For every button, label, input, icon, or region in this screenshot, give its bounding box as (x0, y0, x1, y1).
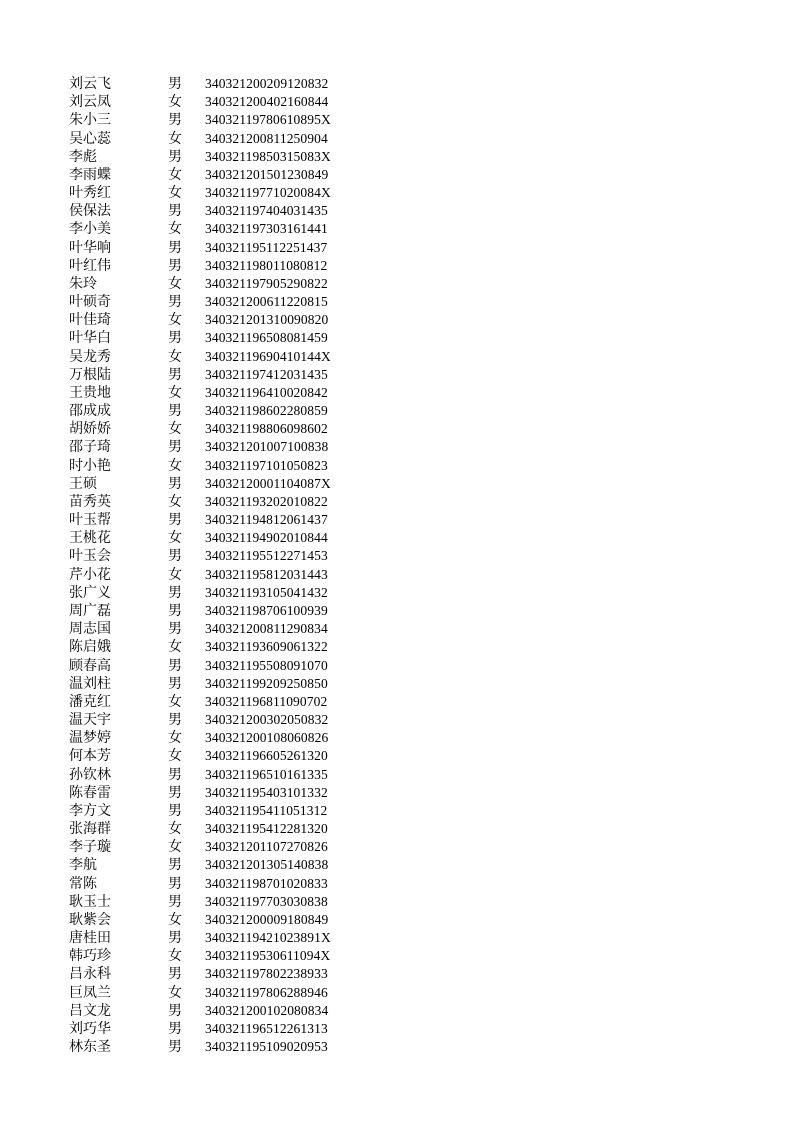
id-number: 340321196512261313 (205, 1020, 328, 1036)
person-name: 孙钦林 (69, 766, 111, 783)
person-name: 王桃花 (69, 530, 111, 547)
table-row (69, 711, 369, 729)
id-number: 34032119421023891X (205, 930, 331, 946)
person-name: 刘巧华 (69, 1020, 111, 1037)
table-row (69, 475, 369, 493)
person-name: 李方文 (69, 802, 111, 819)
person-name: 顾春高 (69, 657, 111, 674)
person-name: 叶秀红 (69, 185, 111, 202)
table-row (69, 657, 369, 675)
person-gender: 男 (168, 602, 182, 619)
table-row (69, 1002, 369, 1020)
person-gender: 女 (168, 421, 182, 438)
person-name: 陈启娥 (69, 639, 111, 656)
person-gender: 女 (168, 730, 182, 747)
id-number: 340321195412281320 (205, 821, 328, 837)
person-name: 常陈 (69, 875, 97, 892)
person-name: 叶佳琦 (69, 312, 111, 329)
id-number: 340321197303161441 (205, 221, 328, 237)
person-name: 邵成成 (69, 403, 111, 420)
table-row (69, 638, 369, 656)
person-name: 李彪 (69, 148, 97, 165)
id-number: 340321198706100939 (205, 602, 328, 618)
person-gender: 男 (168, 548, 182, 565)
table-row (69, 202, 369, 220)
table-row (69, 293, 369, 311)
table-row (69, 111, 369, 129)
id-number: 340321196811090702 (205, 693, 328, 709)
person-gender: 男 (168, 893, 182, 910)
table-row (69, 529, 369, 547)
table-row (69, 511, 369, 529)
id-number: 340321201501230849 (205, 166, 329, 182)
id-number: 340321199209250850 (205, 675, 328, 691)
person-name: 林东圣 (69, 1039, 111, 1056)
table-row (69, 166, 369, 184)
person-gender: 女 (168, 348, 182, 365)
id-number: 340321193609061322 (205, 639, 328, 655)
person-name: 何本芳 (69, 748, 111, 765)
table-row (69, 911, 369, 929)
person-name: 巨凤兰 (69, 984, 111, 1001)
table-row (69, 75, 369, 93)
person-gender: 女 (168, 839, 182, 856)
id-number: 340321195109020953 (205, 1039, 328, 1055)
person-gender: 男 (168, 76, 182, 92)
person-name: 王硕 (69, 475, 97, 492)
person-gender: 女 (168, 748, 182, 765)
person-name: 刘云凤 (69, 94, 111, 111)
person-name: 周广磊 (69, 602, 111, 619)
person-name: 陈春雷 (69, 784, 111, 801)
person-gender: 女 (168, 166, 182, 183)
table-row (69, 184, 369, 202)
table-row (69, 93, 369, 111)
person-name: 时小艳 (69, 457, 111, 474)
id-number: 340321197806288946 (205, 984, 328, 1000)
person-gender: 男 (168, 203, 182, 220)
id-number: 340321200611220815 (205, 294, 328, 310)
person-name: 温刘柱 (69, 675, 111, 692)
person-gender: 男 (168, 475, 182, 492)
person-name: 吕文龙 (69, 1002, 111, 1019)
table-row (69, 420, 369, 438)
table-row (69, 584, 369, 602)
id-number: 340321201310090820 (205, 312, 329, 328)
person-name: 李子璇 (69, 839, 111, 856)
person-name: 刘云飞 (69, 76, 111, 92)
person-name: 叶华响 (69, 239, 111, 256)
person-gender: 男 (168, 657, 182, 674)
person-gender: 女 (168, 130, 182, 147)
person-name: 张广义 (69, 584, 111, 601)
id-number: 34032119690410144X (205, 348, 331, 364)
person-gender: 女 (168, 984, 182, 1001)
person-name: 叶红伟 (69, 257, 111, 274)
person-gender: 女 (168, 693, 182, 710)
table-row (69, 929, 369, 947)
table-row (69, 875, 369, 893)
person-name: 吴心蕊 (69, 130, 111, 147)
person-name: 王贵地 (69, 384, 111, 401)
roster-table (69, 75, 369, 1056)
id-number: 340321196508081459 (205, 330, 328, 346)
table-row (69, 130, 369, 148)
table-row (69, 784, 369, 802)
person-name: 李小美 (69, 221, 111, 238)
table-row (69, 947, 369, 965)
id-number: 34032119850315083X (205, 148, 331, 164)
table-row (69, 820, 369, 838)
person-gender: 男 (168, 366, 182, 383)
person-gender: 男 (168, 403, 182, 420)
table-row (69, 1020, 369, 1038)
person-gender: 男 (168, 148, 182, 165)
id-number: 340321196605261320 (205, 748, 328, 764)
person-name: 叶硕奇 (69, 294, 111, 311)
id-number: 340321197802238933 (205, 966, 328, 982)
person-gender: 男 (168, 1002, 182, 1019)
id-number: 340321196410020842 (205, 384, 328, 400)
person-name: 叶玉会 (69, 548, 111, 565)
person-gender: 男 (168, 875, 182, 892)
person-name: 耿紫会 (69, 911, 111, 928)
id-number: 340321195403101332 (205, 784, 328, 800)
person-gender: 男 (168, 257, 182, 274)
id-number: 340321195512271453 (205, 548, 328, 564)
table-row (69, 348, 369, 366)
person-gender: 女 (168, 639, 182, 656)
id-number: 340321197101050823 (205, 457, 328, 473)
person-gender: 男 (168, 294, 182, 311)
person-name: 朱小三 (69, 112, 111, 129)
table-row (69, 729, 369, 747)
person-gender: 男 (168, 584, 182, 601)
table-row (69, 620, 369, 638)
person-name: 温梦婷 (69, 730, 111, 747)
table-row (69, 675, 369, 693)
id-number: 340321197905290822 (205, 275, 328, 291)
person-name: 周志国 (69, 621, 111, 638)
person-name: 温天宇 (69, 712, 111, 729)
id-number: 340321194812061437 (205, 512, 328, 528)
person-name: 张海群 (69, 821, 111, 838)
id-number: 340321201107270826 (205, 839, 328, 855)
person-name: 邵子琦 (69, 439, 111, 456)
id-number: 340321198011080812 (205, 257, 328, 273)
table-row (69, 766, 369, 784)
table-row (69, 893, 369, 911)
person-gender: 女 (168, 493, 182, 510)
id-number: 340321198701020833 (205, 875, 328, 891)
table-row (69, 366, 369, 384)
person-name: 芹小花 (69, 566, 111, 583)
id-number: 340321194902010844 (205, 530, 328, 546)
person-gender: 男 (168, 112, 182, 129)
person-gender: 男 (168, 512, 182, 529)
person-name: 叶华白 (69, 330, 111, 347)
id-number: 340321201305140838 (205, 857, 329, 873)
person-gender: 女 (168, 457, 182, 474)
person-gender: 男 (168, 675, 182, 692)
person-gender: 女 (168, 911, 182, 928)
person-gender: 男 (168, 712, 182, 729)
person-gender: 男 (168, 439, 182, 456)
id-number: 340321200811290834 (205, 621, 328, 637)
person-gender: 女 (168, 821, 182, 838)
id-number: 340321200102080834 (205, 1002, 329, 1018)
table-row (69, 856, 369, 874)
table-row (69, 384, 369, 402)
person-gender: 女 (168, 221, 182, 238)
person-gender: 男 (168, 766, 182, 783)
person-gender: 女 (168, 530, 182, 547)
person-gender: 男 (168, 621, 182, 638)
table-row (69, 493, 369, 511)
person-gender: 男 (168, 330, 182, 347)
person-gender: 男 (168, 802, 182, 819)
id-number: 34032119771020084X (205, 185, 331, 201)
person-name: 万根陆 (69, 366, 111, 383)
table-row (69, 566, 369, 584)
id-number: 340321200209120832 (205, 76, 329, 91)
id-number: 340321195411051312 (205, 802, 328, 818)
table-row (69, 311, 369, 329)
id-number: 34032119530611094X (205, 948, 331, 964)
id-number: 340321197703030838 (205, 893, 328, 909)
id-number: 34032119780610895X (205, 112, 331, 128)
table-row (69, 802, 369, 820)
person-gender: 女 (168, 948, 182, 965)
person-gender: 女 (168, 94, 182, 111)
person-gender: 女 (168, 185, 182, 202)
person-name: 吴龙秀 (69, 348, 111, 365)
table-row (69, 1038, 369, 1056)
person-gender: 男 (168, 784, 182, 801)
table-row (69, 329, 369, 347)
id-number: 340321195508091070 (205, 657, 328, 673)
id-number: 340321193105041432 (205, 584, 328, 600)
table-row (69, 547, 369, 565)
id-number: 340321198806098602 (205, 421, 328, 437)
id-number: 340321200108060826 (205, 730, 329, 746)
person-gender: 女 (168, 566, 182, 583)
person-name: 李航 (69, 857, 97, 874)
person-gender: 男 (168, 930, 182, 947)
person-gender: 男 (168, 857, 182, 874)
table-row (69, 148, 369, 166)
table-row (69, 965, 369, 983)
table-row (69, 220, 369, 238)
table-row (69, 438, 369, 456)
table-row (69, 838, 369, 856)
person-name: 韩巧珍 (69, 948, 111, 965)
id-number: 340321201007100838 (205, 439, 329, 455)
person-name: 潘克红 (69, 693, 111, 710)
person-name: 朱玲 (69, 275, 97, 292)
person-name: 吕永科 (69, 966, 111, 983)
person-name: 胡娇娇 (69, 421, 111, 438)
person-name: 叶玉帮 (69, 512, 111, 529)
id-number: 340321197404031435 (205, 203, 328, 219)
table-row (69, 747, 369, 765)
person-gender: 男 (168, 1020, 182, 1037)
person-gender: 女 (168, 312, 182, 329)
person-gender: 男 (168, 966, 182, 983)
id-number: 340321198602280859 (205, 403, 328, 419)
person-gender: 男 (168, 1039, 182, 1056)
id-number: 340321200402160844 (205, 94, 329, 110)
id-number: 340321195112251437 (205, 239, 328, 255)
id-number: 340321196510161335 (205, 766, 328, 782)
table-row (69, 257, 369, 275)
id-number: 340321200811250904 (205, 130, 328, 146)
table-row (69, 275, 369, 293)
person-name: 耿玉士 (69, 893, 111, 910)
id-number: 340321200009180849 (205, 911, 329, 927)
person-name: 唐桂田 (69, 930, 111, 947)
table-row (69, 402, 369, 420)
person-gender: 女 (168, 384, 182, 401)
table-row (69, 984, 369, 1002)
id-number: 340321193202010822 (205, 493, 328, 509)
table-row (69, 693, 369, 711)
person-gender: 女 (168, 275, 182, 292)
id-number: 34032120001104087X (205, 475, 331, 491)
id-number: 340321195812031443 (205, 566, 328, 582)
id-number: 340321200302050832 (205, 712, 329, 728)
table-row (69, 602, 369, 620)
table-row (69, 239, 369, 257)
person-name: 李雨蝶 (69, 166, 111, 183)
person-name: 苗秀英 (69, 493, 111, 510)
id-number: 340321197412031435 (205, 366, 328, 382)
table-row (69, 457, 369, 475)
person-gender: 男 (168, 239, 182, 256)
person-name: 侯保法 (69, 203, 111, 220)
